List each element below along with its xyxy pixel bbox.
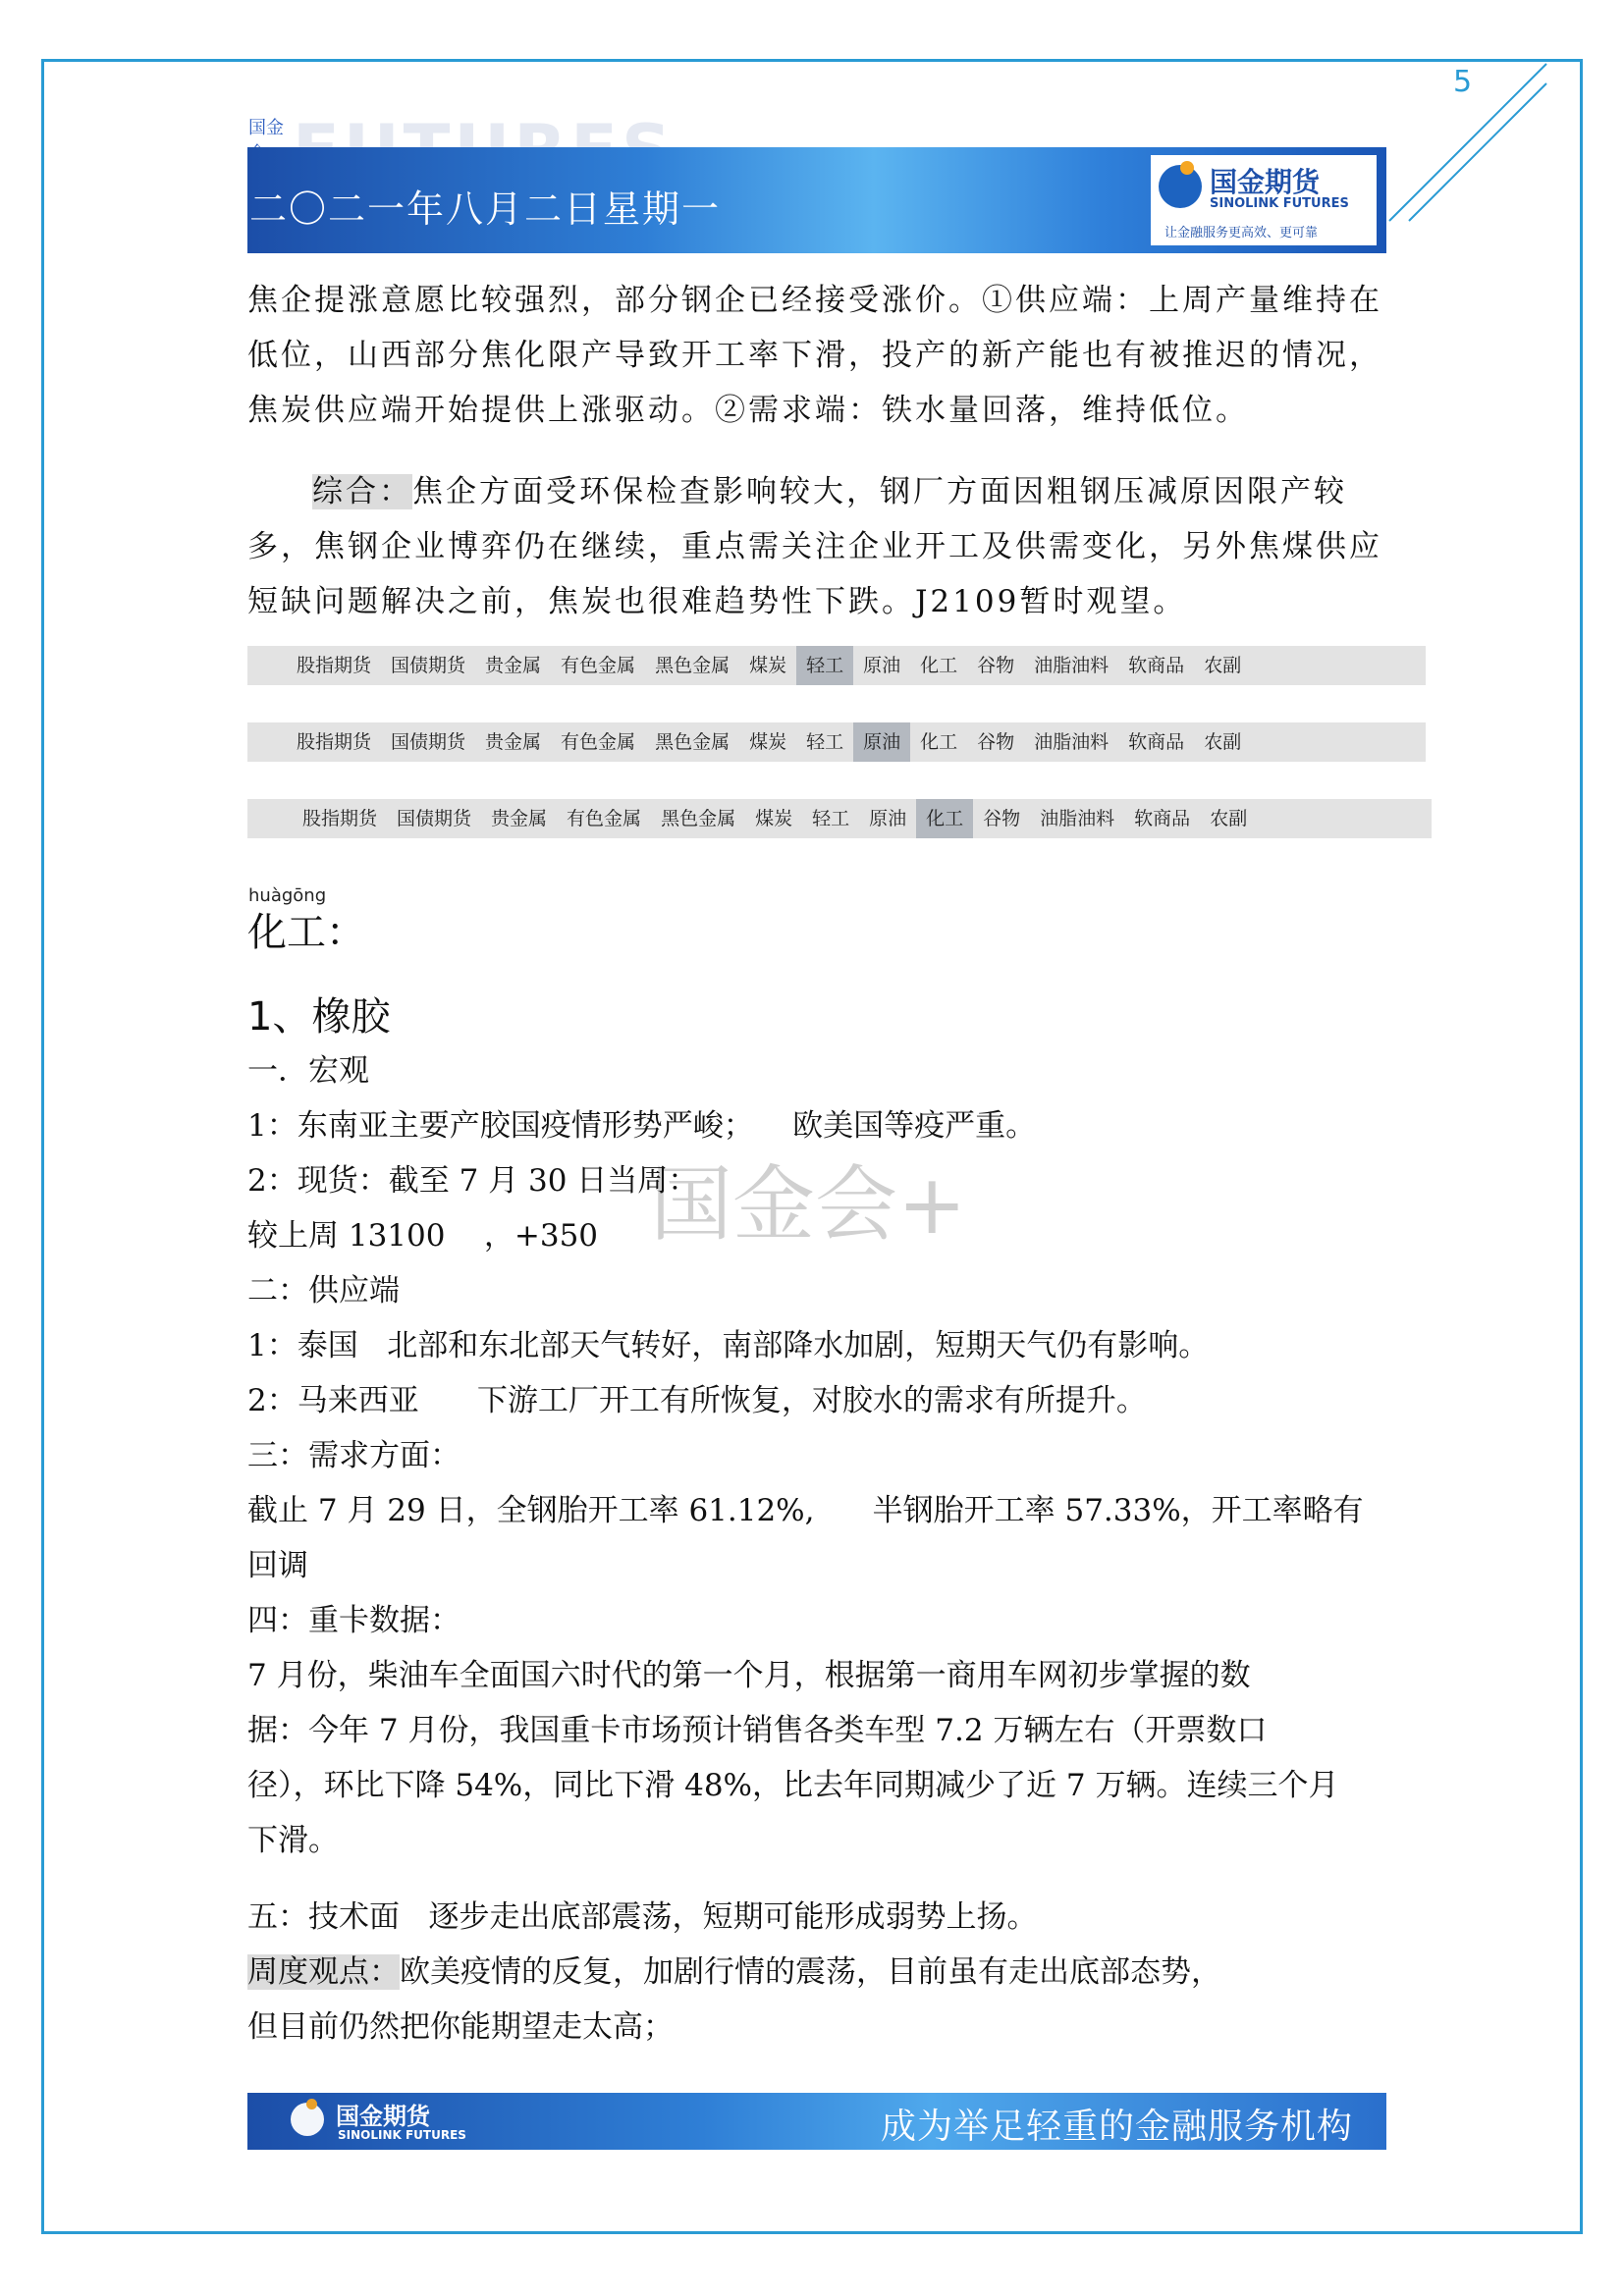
weekly-text-1: 欧美疫情的反复，加剧行情的震荡，目前虽有走出底部态势， (400, 1954, 1221, 1990)
page-number: 5 (1453, 65, 1473, 99)
nav-item[interactable]: 有色金属 (567, 808, 642, 829)
nav-item[interactable]: 农副 (1210, 808, 1248, 829)
nav-item[interactable]: 化工 (920, 731, 958, 753)
footer-slogan: 成为举足轻重的金融服务机构 (880, 2107, 1353, 2147)
nav-item[interactable]: 谷物 (983, 808, 1021, 829)
rubber-line: 2：现货：截至 7 月 30 日当周： (247, 1163, 699, 1199)
header-brand-line1: 国金 (248, 118, 284, 138)
nav-item[interactable]: 股指期货 (297, 655, 372, 676)
nav-item[interactable]: 股指期货 (302, 808, 378, 829)
rubber-line: 径），环比下降 54%，同比下滑 48%，比去年同期减少了近 7 万辆。连续三个月 (247, 1768, 1339, 1803)
coke-paragraph: 焦企提涨意愿比较强烈，部分钢企已经接受涨价。①供应端：上周产量维持在低位，山西部分焦化限产导致开工率下滑，投产的新产能也有被推迟的情况，焦炭供应端开始提供上涨驱动。②需求端：铁水量回落，维持低位。 (247, 283, 1382, 428)
rubber-line: 一．宏观 (247, 1053, 369, 1089)
nav-item[interactable]: 农副 (1204, 655, 1242, 676)
nav-item[interactable]: 谷物 (977, 731, 1015, 753)
section-heading-chemical: 化工： (247, 910, 365, 955)
rubber-line: 较上周 13100 ，+350 (247, 1218, 599, 1254)
nav-item[interactable]: 化工 (916, 799, 973, 838)
category-nav-3 (247, 799, 1432, 838)
header-date: 二〇二一年八月二日星期一 (249, 187, 722, 231)
nav-item[interactable]: 煤炭 (755, 808, 793, 829)
weekly-view-line2: 但目前仍然把你能期望走太高； (247, 2009, 674, 2045)
rubber-line: 截止 7 月 29 日，全钢胎开工率 61.12%, 半钢胎开工率 57.33%，开工率略有 (247, 1493, 1364, 1528)
nav-item[interactable]: 谷物 (977, 655, 1015, 676)
rubber-line: 五：技术面 逐步走出底部震荡，短期可能形成弱势上扬。 (247, 1899, 1038, 1935)
footer-logo (247, 2093, 503, 2150)
rubber-line: 四：重卡数据： (247, 1603, 460, 1638)
rubber-line: 三：需求方面： (247, 1438, 460, 1473)
nav-item[interactable]: 贵金属 (485, 731, 542, 753)
nav-item[interactable]: 黑色金属 (655, 655, 731, 676)
nav-item[interactable]: 贵金属 (491, 808, 548, 829)
nav-item[interactable]: 软商品 (1128, 731, 1185, 753)
nav-item[interactable]: 化工 (920, 655, 958, 676)
weekly-label: 周度观点： (247, 1954, 400, 1990)
nav-item[interactable]: 原油 (853, 722, 910, 762)
nav-item[interactable]: 黑色金属 (655, 731, 731, 753)
rubber-line: 1：东南亚主要产胶国疫情形势严峻； 欧美国等疫严重。 (247, 1108, 1037, 1144)
nav-item[interactable]: 煤炭 (749, 731, 787, 753)
center-watermark: 国金会+ (650, 1156, 967, 1253)
heading-pinyin: huàgōng (248, 885, 327, 906)
rubber-line: 2：马来西亚 下游工厂开工有所恢复，对胶水的需求有所提升。 (247, 1383, 1147, 1418)
footer-logo-cn: 国金期货 (336, 2103, 430, 2130)
rubber-line: 下滑。 (247, 1823, 339, 1858)
footer-banner (247, 2093, 1386, 2150)
nav-item[interactable]: 软商品 (1134, 808, 1191, 829)
nav-item[interactable]: 轻工 (812, 808, 850, 829)
logo-mark-icon (1159, 165, 1202, 208)
nav-item[interactable]: 国债期货 (397, 808, 472, 829)
header-logo (1151, 155, 1377, 245)
summary-label: 综合： (312, 474, 412, 509)
rubber-line: 回调 (247, 1548, 308, 1583)
rubber-line: 据：今年 7 月份，我国重卡市场预计销售各类车型 7.2 万辆左右（开票数口 (247, 1713, 1268, 1748)
nav-item[interactable]: 原油 (863, 655, 901, 676)
nav-item[interactable]: 油脂油料 (1034, 731, 1110, 753)
rubber-line: 二：供应端 (247, 1273, 400, 1308)
nav-item[interactable]: 煤炭 (749, 655, 787, 676)
weekly-view-line1 (247, 1952, 1221, 1992)
nav-item[interactable]: 国债期货 (391, 655, 466, 676)
logo-en-text: SINOLINK FUTURES (1210, 196, 1349, 211)
nav-item[interactable]: 原油 (869, 808, 907, 829)
footer-logo-en: SINOLINK FUTURES (338, 2128, 466, 2142)
nav-item[interactable]: 农副 (1204, 731, 1242, 753)
coke-summary (247, 464, 1386, 629)
nav-item[interactable]: 黑色金属 (661, 808, 736, 829)
rubber-line: 7 月份，柴油车全面国六时代的第一个月，根据第一商用车网初步掌握的数 (247, 1658, 1251, 1693)
nav-item[interactable]: 有色金属 (561, 731, 636, 753)
nav-item[interactable]: 轻工 (796, 646, 853, 685)
rubber-line: 1：泰国 北部和东北部天气转好，南部降水加剧，短期天气仍有影响。 (247, 1328, 1210, 1363)
category-nav-2 (247, 722, 1426, 762)
nav-item[interactable]: 有色金属 (561, 655, 636, 676)
subheading-rubber: 1、橡胶 (247, 994, 391, 1040)
footer-logo-mark-icon (291, 2103, 324, 2136)
nav-item[interactable]: 轻工 (806, 731, 844, 753)
nav-item[interactable]: 贵金属 (485, 655, 542, 676)
summary-text: 焦企方面受环保检查影响较大，钢厂方面因粗钢压减原因限产较多，焦钢企业博弈仍在继续，重点需关注企业开工及供需变化，另外焦煤供应短缺问题解决之前，焦炭也很难趋势性下跌。J2109暂时观望。 (247, 474, 1382, 619)
nav-item[interactable]: 国债期货 (391, 731, 466, 753)
nav-item[interactable]: 油脂油料 (1040, 808, 1115, 829)
nav-item[interactable]: 软商品 (1128, 655, 1185, 676)
nav-item[interactable]: 股指期货 (297, 731, 372, 753)
nav-item[interactable]: 油脂油料 (1034, 655, 1110, 676)
category-nav-1 (247, 646, 1426, 685)
logo-cn-text: 国金期货 (1210, 166, 1321, 198)
logo-slogan-text: 让金融服务更高效、更可靠 (1164, 226, 1319, 240)
